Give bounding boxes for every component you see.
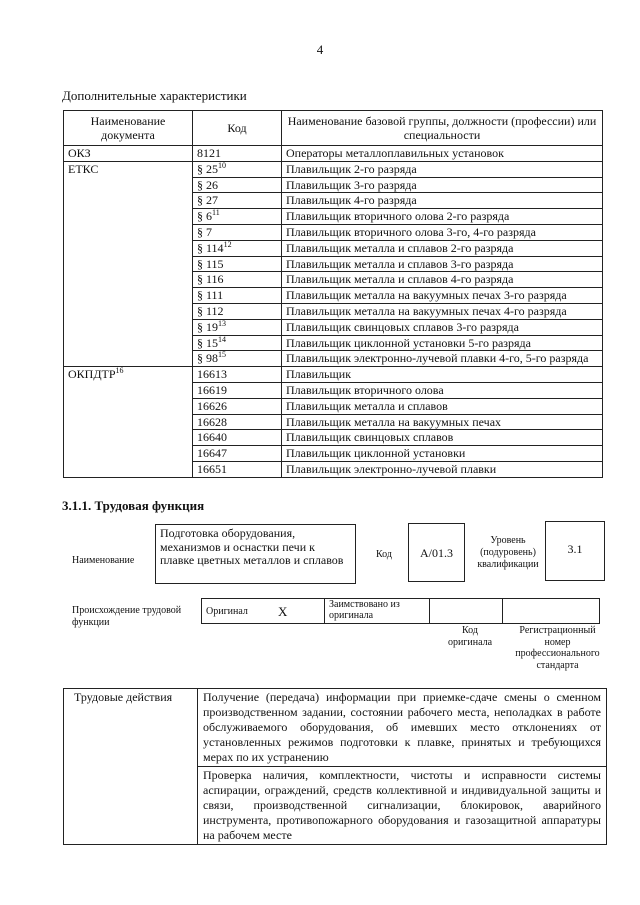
origin-row [202, 599, 600, 624]
footnote-ref: 14 [218, 334, 226, 344]
name-cell: Плавильщик металла на вакуумных печах [282, 414, 603, 430]
code-value: § 7 [197, 224, 212, 239]
name-cell: Плавильщик [282, 367, 603, 383]
borrowed-label: Заимствовано из оригинала [325, 599, 430, 624]
name-cell: Плавильщик 2-го разряда [282, 161, 603, 177]
code-value: 8121 [197, 146, 221, 160]
code-cell [193, 209, 282, 225]
code-cell [193, 461, 282, 477]
action-row [64, 689, 607, 767]
name-cell: Плавильщик электронно-лучевой плавки 4-го, 5-го разряда [282, 351, 603, 367]
code-cell [193, 146, 282, 162]
name-cell: Плавильщик вторичного олова [282, 382, 603, 398]
code-cell [193, 382, 282, 398]
original-label: Оригинал [202, 599, 275, 624]
code-value: § 26 [197, 177, 218, 192]
reg-number-label: Регистрационный номер профессионального стандарта [515, 625, 600, 671]
code-value: 16651 [197, 461, 227, 476]
name-cell: Плавильщик вторичного олова 2-го разряда [282, 209, 603, 225]
header-doc: Наименование документа [64, 111, 193, 146]
function-code-box: A/01.3 [408, 523, 465, 582]
code-cell [193, 414, 282, 430]
footnote-ref: 12 [223, 239, 232, 249]
footnote-ref: 15 [218, 350, 226, 360]
code-value: 16640 [197, 430, 227, 445]
table-row [64, 161, 603, 177]
name-cell: Плавильщик 4-го разряда [282, 193, 603, 209]
code-value: § 25 [197, 161, 218, 176]
header-name: Наименование базовой группы, должности (профессии) или специальности [282, 111, 603, 146]
name-cell: Плавильщик металла на вакуумных печах 3-го разряда [282, 288, 603, 304]
code-value: § 27 [197, 193, 218, 208]
doc-cell-etks [64, 161, 193, 366]
code-original-cell [430, 599, 503, 624]
code-value: 16647 [197, 446, 227, 461]
code-cell [193, 335, 282, 351]
name-cell: Плавильщик металла и сплавов 3-го разряда [282, 256, 603, 272]
code-value: 16626 [197, 398, 227, 413]
code-value: 16613 [197, 367, 227, 382]
name-cell: Плавильщик свинцовых сплавов 3-го разряда [282, 319, 603, 335]
name-cell: Плавильщик циклонной установки 5-го разряда [282, 335, 603, 351]
footnote-ref: 16 [115, 366, 124, 376]
footnote-ref: 11 [212, 208, 220, 218]
action-item: Проверка наличия, комплектности, чистоты и исправности системы аспирации, ограждений, средств коллективной и индивидуальной защиты и связи, производственной сигнализации, блокировок, аварийного инструмента, противопожарного оборудования и газозащитной аппаратуры на рабочем месте [198, 767, 607, 845]
characteristics-body [64, 146, 603, 478]
code-value: § 114 [197, 240, 224, 255]
code-label: Код [376, 549, 392, 560]
labor-actions-table [63, 688, 607, 845]
code-value: § 111 [197, 288, 224, 303]
code-cell [193, 256, 282, 272]
code-value: § 98 [197, 351, 218, 366]
doc-cell-okpdtr [64, 367, 193, 478]
code-cell [193, 367, 282, 383]
name-cell: Плавильщик свинцовых сплавов [282, 430, 603, 446]
page-number: 4 [316, 42, 324, 57]
code-value: § 116 [197, 272, 224, 287]
name-cell: Плавильщик металла и сплавов [282, 398, 603, 414]
footnote-ref: 13 [218, 318, 226, 328]
doc-name: ОКЗ [68, 146, 91, 160]
code-cell [193, 319, 282, 335]
table-row [64, 146, 603, 162]
level-value-box: 3.1 [545, 521, 605, 581]
actions-label: Трудовые действия [64, 689, 198, 845]
name-label: Наименование [72, 555, 135, 566]
table-header-row [64, 111, 603, 146]
code-cell [193, 161, 282, 177]
name-cell: Плавильщик вторичного олова 3-го, 4-го разряда [282, 224, 603, 240]
code-value: § 112 [197, 303, 224, 318]
origin-table [201, 598, 600, 624]
code-cell [193, 303, 282, 319]
footnote-ref: 10 [218, 160, 226, 170]
code-cell [193, 193, 282, 209]
characteristics-table [63, 110, 603, 478]
name-cell: Плавильщик 3-го разряда [282, 177, 603, 193]
reg-number-cell [503, 599, 600, 624]
page-bottom-edge [0, 895, 640, 905]
labor-function-title: 3.1.1. Трудовая функция [62, 498, 205, 513]
name-cell: Операторы металлоплавильных установок [282, 146, 603, 162]
name-cell: Плавильщик металла и сплавов 2-го разряда [282, 240, 603, 256]
level-label: Уровень (подуровень) квалификации [477, 535, 539, 570]
function-name-box: Подготовка оборудования, механизмов и оснастки печи к плавке цветных металлов и сплавов [155, 524, 356, 584]
code-cell [193, 272, 282, 288]
code-cell [193, 177, 282, 193]
action-item: Получение (передача) информации при приемке-сдаче смены о сменном производственном задании, состоянии рабочего места, неполадках в работе обслуживаемого оборудования, об имевших место отклонениях от установленных режимов подготовки к плавке, принятых и требующихся мерах по их устранению [198, 689, 607, 767]
section-title: Дополнительные характеристики [62, 88, 247, 103]
name-cell: Плавильщик металла на вакуумных печах 4-го разряда [282, 303, 603, 319]
origin-label: Происхождение трудовой функции [72, 605, 182, 628]
code-cell [193, 224, 282, 240]
code-cell [193, 446, 282, 462]
code-value: § 115 [197, 256, 224, 271]
name-cell: Плавильщик циклонной установки [282, 446, 603, 462]
table-row [64, 367, 603, 383]
code-value: 16619 [197, 382, 227, 397]
header-code: Код [193, 111, 282, 146]
code-cell [193, 398, 282, 414]
code-value: § 19 [197, 319, 218, 334]
name-cell: Плавильщик металла и сплавов 4-го разряда [282, 272, 603, 288]
code-value: § 6 [197, 209, 212, 224]
doc-name: ЕТКС [68, 161, 99, 176]
original-mark: X [274, 599, 325, 624]
code-original-label: Код оригинала [447, 625, 493, 648]
doc-name: ОКПДТР [68, 367, 116, 382]
code-value: § 15 [197, 335, 218, 350]
code-cell [193, 288, 282, 304]
code-cell [193, 240, 282, 256]
code-cell [193, 351, 282, 367]
code-cell [193, 430, 282, 446]
name-cell: Плавильщик электронно-лучевой плавки [282, 461, 603, 477]
code-value: 16628 [197, 414, 227, 429]
doc-cell-okz [64, 146, 193, 162]
